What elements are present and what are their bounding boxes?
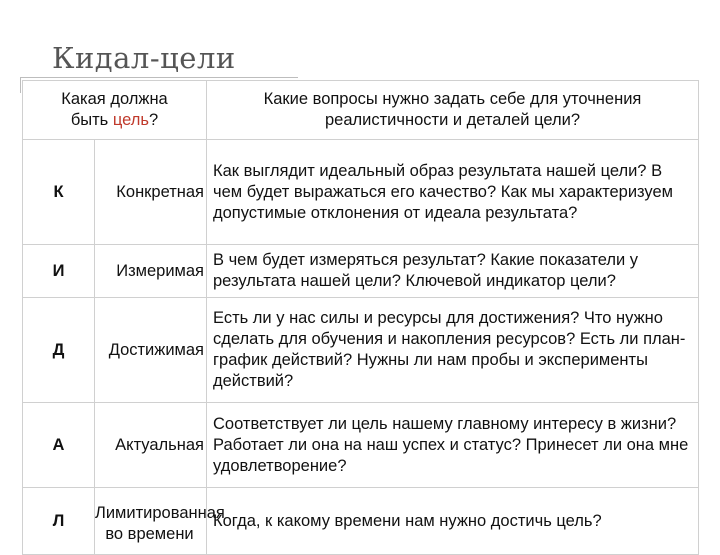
- header-questions: Какие вопросы нужно задать себе для уточнения реалистичности и деталей цели?: [207, 81, 699, 140]
- row-criterion: Лимитированная во времени: [95, 488, 207, 555]
- header-goal-type-suffix: ?: [149, 111, 159, 129]
- table-row: [23, 298, 699, 403]
- header-goal-type-line1: Какая должна: [61, 90, 168, 108]
- header-goal-type: [23, 81, 207, 140]
- title-left-rule: [20, 77, 21, 93]
- table-row: [23, 245, 699, 298]
- row-criterion: Измеримая: [95, 245, 207, 298]
- row-questions: Есть ли у нас силы и ресурсы для достижения? Что нужно сделать для обучения и накопления ресурсов? Есть ли план-график действий? Нужны ли нам пробы и эксперименты действий?: [207, 298, 699, 403]
- row-letter: Д: [23, 298, 95, 403]
- row-criterion: Конкретная: [95, 140, 207, 245]
- table-row: [23, 140, 699, 245]
- table-header-row: [23, 81, 699, 140]
- header-goal-type-prefix: быть: [70, 111, 113, 129]
- kidal-table: [22, 80, 699, 555]
- title-underline: [20, 77, 298, 78]
- row-criterion: Достижимая: [95, 298, 207, 403]
- row-questions: Как выглядит идеальный образ результата нашей цели? В чем будет выражаться его качество? Как мы характеризуем допустимые отклонения от идеала результата?: [207, 140, 699, 245]
- table-row: [23, 488, 699, 555]
- row-letter: Л: [23, 488, 95, 555]
- row-letter: К: [23, 140, 95, 245]
- table-row: [23, 403, 699, 488]
- header-goal-accent: цель: [112, 111, 149, 129]
- row-letter: А: [23, 403, 95, 488]
- row-questions: Соответствует ли цель нашему главному интересу в жизни? Работает ли она на наш успех и статус? Принесет ли она мне удовлетворение?: [207, 403, 699, 488]
- row-criterion: Актуальная: [95, 403, 207, 488]
- row-questions: Когда, к какому времени нам нужно достичь цель?: [207, 488, 699, 555]
- row-letter: И: [23, 245, 95, 298]
- row-questions: В чем будет измеряться результат? Какие показатели у результата нашей цели? Ключевой индикатор цели?: [207, 245, 699, 298]
- slide-title: Кидал-цели: [52, 41, 236, 75]
